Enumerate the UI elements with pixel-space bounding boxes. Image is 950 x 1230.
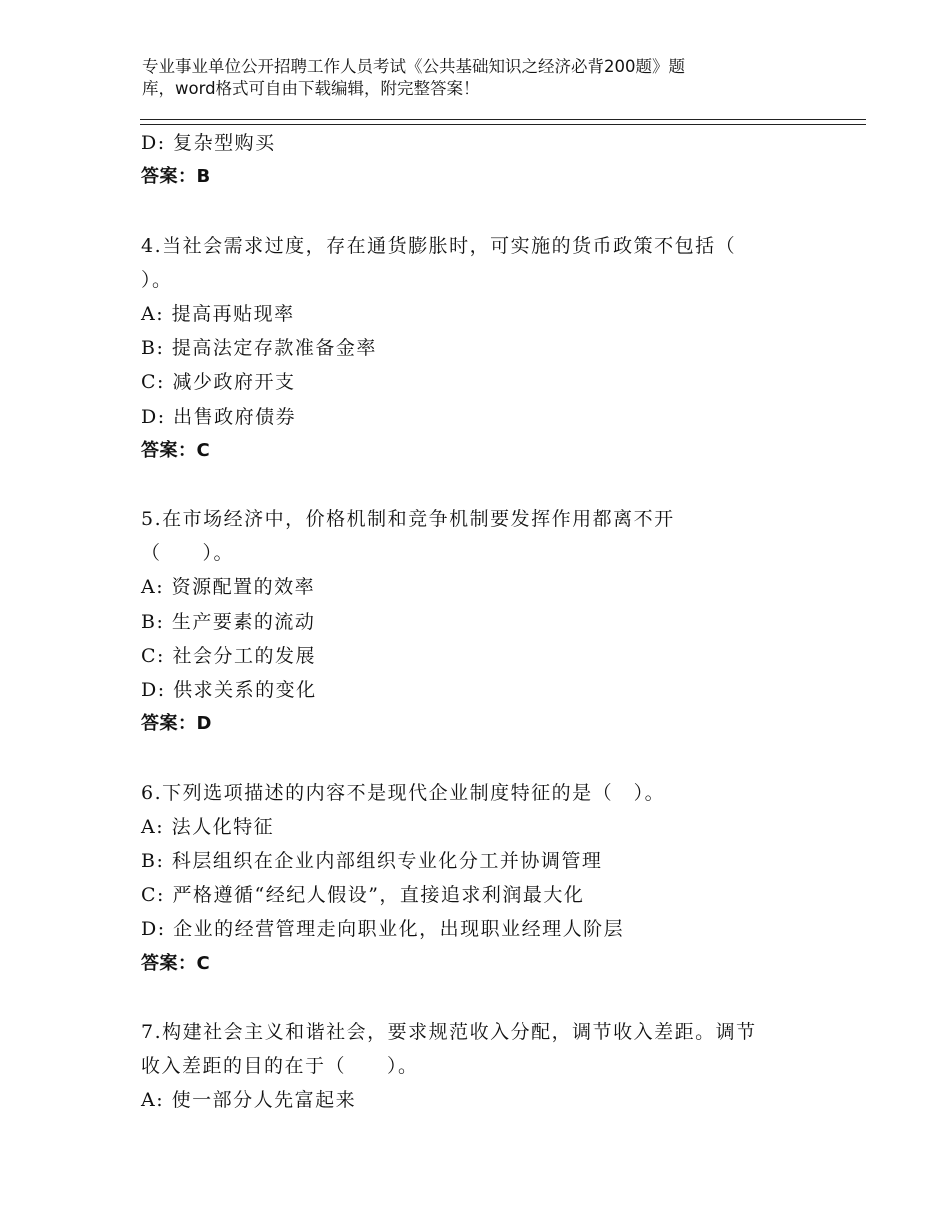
answer: 答案：C — [141, 952, 211, 974]
option-d: D: 企业的经营管理走向职业化，出现职业经理人阶层 — [141, 918, 625, 941]
answer: 答案：D — [141, 713, 212, 735]
option-d: D: 供求关系的变化 — [141, 679, 317, 701]
question-stem: 4.当社会需求过度，存在通货膨胀时，可实施的货币政策不包括（ — [141, 234, 737, 257]
option-d: D: 出售政府债券 — [141, 405, 297, 428]
option-d: D: 复杂型购买 — [141, 132, 276, 154]
answer: 答案：C — [141, 439, 211, 461]
option-c: C: 社会分工的发展 — [141, 644, 316, 667]
option-a: A: 使一部分人先富起来 — [141, 1089, 357, 1112]
header-line-1: 专业事业单位公开招聘工作人员考试《公共基础知识之经济必背200题》题 — [142, 57, 685, 76]
question-list — [141, 126, 821, 1117]
question-stem-continued: （ ）。 — [141, 542, 235, 565]
question-stem-continued: 收入差距的目的在于（ ）。 — [141, 1055, 419, 1078]
question-stem: 7.构建社会主义和谐社会，要求规范收入分配，调节收入差距。调节 — [141, 1020, 757, 1043]
header-divider-bottom — [140, 124, 866, 125]
document-header — [142, 56, 822, 100]
spacer — [141, 981, 821, 1015]
option-b: B: 科层组织在企业内部组织专业化分工并协调管理 — [141, 849, 603, 872]
question-stem-continued: ）。 — [141, 268, 173, 291]
spacer — [141, 741, 821, 775]
question-stem: 5.在市场经济中，价格机制和竞争机制要发挥作用都离不开 — [141, 508, 675, 531]
option-c: C: 减少政府开支 — [141, 371, 296, 394]
header-divider-top — [140, 119, 866, 120]
option-a: A: 法人化特征 — [141, 815, 275, 838]
option-b: B: 提高法定存款准备金率 — [141, 337, 377, 360]
question-stem: 6.下列选项描述的内容不是现代企业制度特征的是（ ）。 — [141, 781, 666, 804]
header-line-2: 库，word格式可自由下载编辑，附完整答案！ — [142, 79, 480, 98]
spacer — [141, 468, 821, 502]
option-a: A: 资源配置的效率 — [141, 576, 316, 599]
option-a: A: 提高再贴现率 — [141, 302, 295, 325]
answer: 答案：B — [141, 166, 211, 188]
option-c: C: 严格遵循“经纪人假设”，直接追求利润最大化 — [141, 884, 585, 907]
option-b: B: 生产要素的流动 — [141, 610, 316, 633]
spacer — [141, 194, 821, 228]
